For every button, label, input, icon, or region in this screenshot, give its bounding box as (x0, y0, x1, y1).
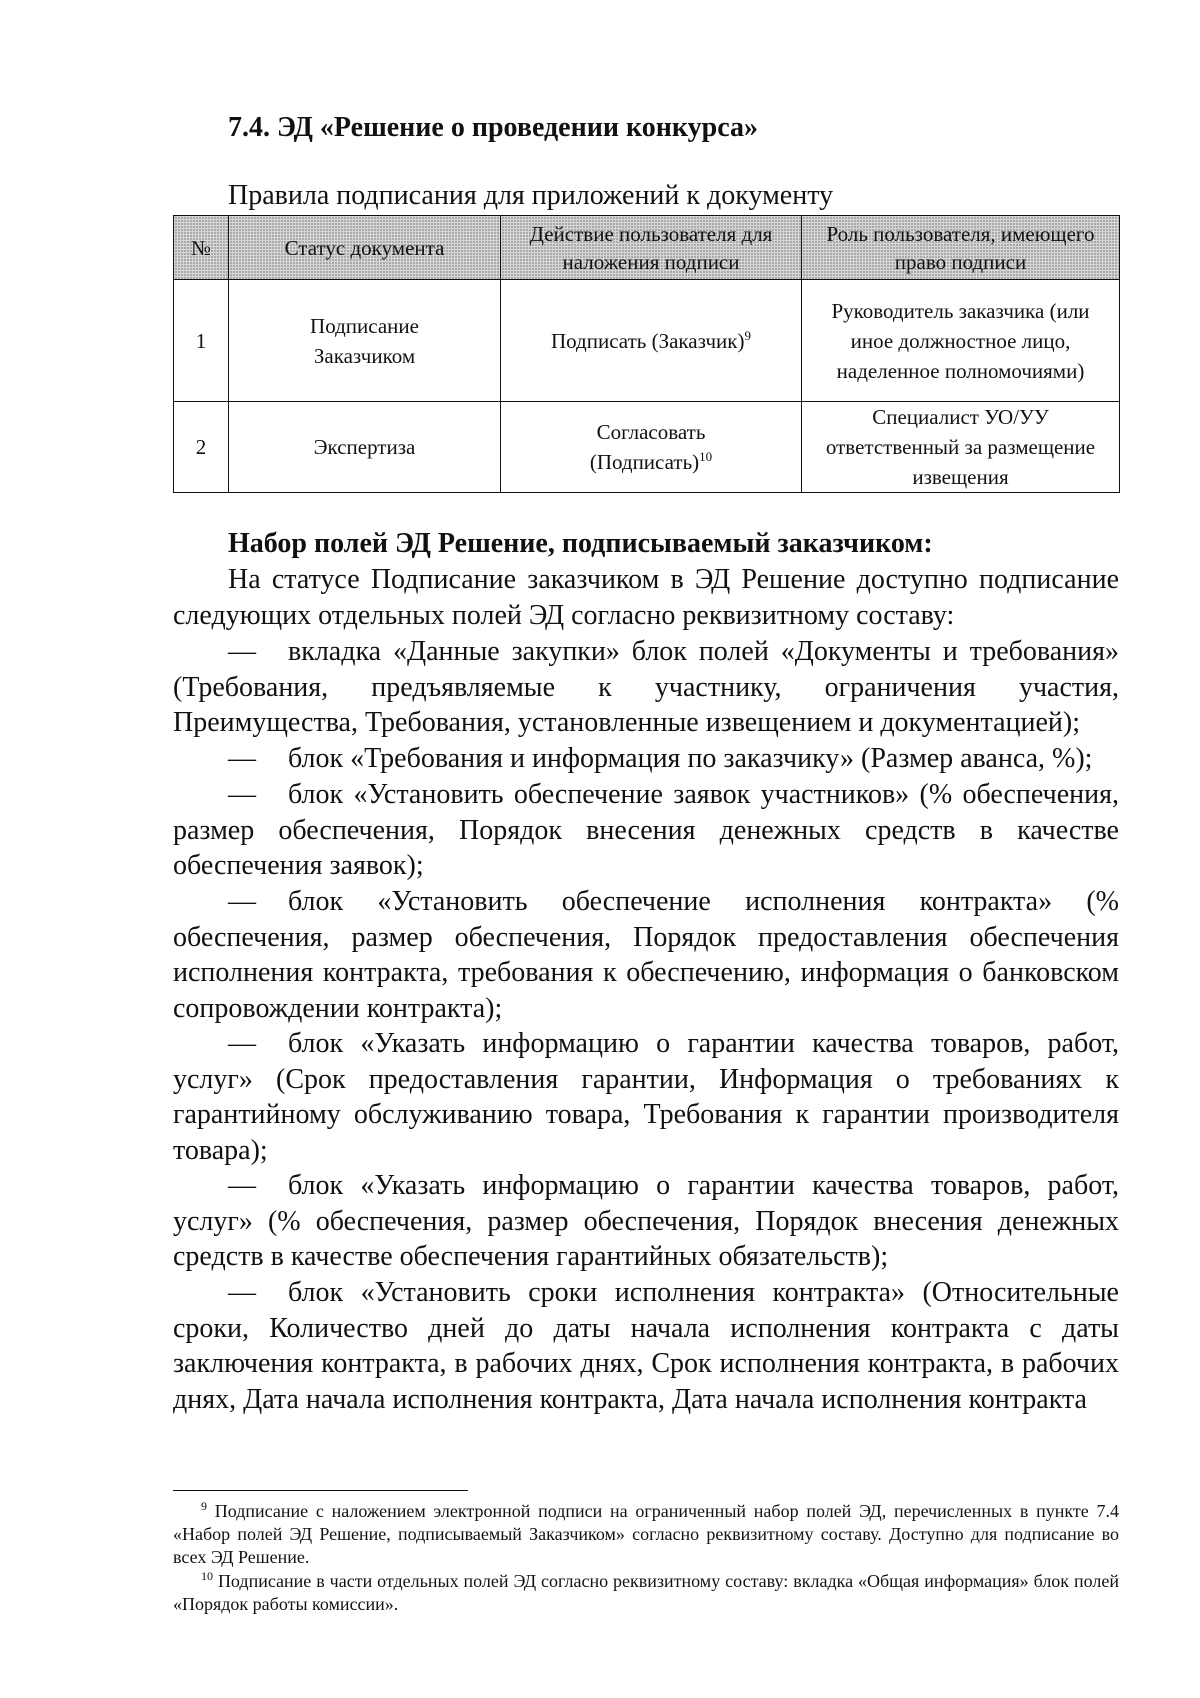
row-action (501, 402, 802, 493)
header-action: Действие пользователя для наложения подписи (501, 216, 802, 280)
row-role: Специалист УО/УУ ответственный за размещение извещения (802, 402, 1120, 493)
list-item-text: вкладка «Данные закупки» блок полей «Документы и требования» (Требования, предъявляемые к участнику, ограничения участия, Преимущества, Требования, установленные извещением и документацией); (173, 636, 1119, 738)
row-number: 1 (174, 280, 229, 402)
footnote-text: Подписание с наложением электронной подписи на ограниченный набор полей ЭД, перечисленных в пункте 7.4 «Набор полей ЭД Решение, подписываемый Заказчиком» согласно реквизитному составу. Доступно для подписание во всех ЭД Решение. (173, 1501, 1119, 1567)
bullet-dash: — (228, 1170, 256, 1201)
row-status: Экспертиза (229, 402, 501, 493)
section-heading: 7.4. ЭД «Решение о проведении конкурса» (228, 112, 758, 143)
list-item (173, 1275, 1119, 1417)
row-status: Подписание Заказчиком (229, 280, 501, 402)
row-number: 2 (174, 402, 229, 493)
signing-rules-table (173, 215, 1120, 493)
list-item-text: блок «Установить обеспечение исполнения контракта» (% обеспечения, размер обеспечения, Порядок предоставления обеспечения исполнения контракта, требования к обеспечению, информация о банковском сопровождении контракта); (173, 886, 1119, 1024)
list-item (173, 1168, 1119, 1275)
bullet-dash: — (228, 779, 256, 810)
footnote-ref: 9 (744, 327, 751, 343)
list-item (173, 884, 1119, 1026)
footnote-text: Подписание в части отдельных полей ЭД согласно реквизитному составу: вкладка «Общая информация» блок полей «Порядок работы комиссии». (173, 1571, 1119, 1614)
table-header-row (174, 216, 1120, 280)
list-item-text: блок «Установить обеспечение заявок участников» (% обеспечения, размер обеспечения, Порядок внесения денежных средств в качестве обеспечения заявок); (173, 779, 1119, 881)
bullet-dash: — (228, 1028, 256, 1059)
bullet-dash: — (228, 1277, 256, 1308)
row-role: Руководитель заказчика (или иное должностное лицо, наделенное полномочиями) (802, 280, 1120, 402)
footnote-separator (173, 1490, 468, 1491)
list-item (173, 777, 1119, 884)
bullet-dash: — (228, 636, 256, 667)
bullet-dash: — (228, 743, 256, 774)
list-item-text: блок «Указать информацию о гарантии качества товаров, работ, услуг» (% обеспечения, размер обеспечения, Порядок внесения денежных средств в качестве обеспечения гарантийных обязательств); (173, 1170, 1119, 1272)
action-text: Согласовать (Подписать) (589, 420, 706, 474)
bullet-dash: — (228, 886, 256, 917)
table-row (174, 402, 1120, 493)
list-item (173, 1026, 1119, 1168)
footnote-mark: 9 (201, 1499, 207, 1513)
list-item-text: блок «Установить сроки исполнения контракта» (Относительные сроки, Количество дней до даты начала исполнения контракта с даты заключения контракта, в рабочих днях, Срок исполнения контракта, в рабочих днях, Дата начала исполнения контракта, Дата начала исполнения контракта (173, 1277, 1119, 1415)
footnote-ref: 10 (699, 449, 713, 464)
header-status: Статус документа (229, 216, 501, 280)
table-caption: Правила подписания для приложений к документу (228, 180, 834, 211)
footnote (173, 1570, 1119, 1616)
action-text: Подписать (Заказчик) (551, 328, 745, 353)
fields-heading: Набор полей ЭД Решение, подписываемый заказчиком: (228, 528, 933, 559)
list-item-text: блок «Указать информацию о гарантии качества товаров, работ, услуг» (Срок предоставления гарантии, Информация о требованиях к гарантийному обслуживанию товара, Требования к гарантии производителя товара); (173, 1028, 1119, 1166)
header-number: № (174, 216, 229, 280)
header-role: Роль пользователя, имеющего право подписи (802, 216, 1120, 280)
row-action (501, 280, 802, 402)
list-item-text: блок «Требования и информация по заказчику» (Размер аванса, %); (288, 743, 1093, 774)
footnote-mark: 10 (201, 1569, 213, 1583)
table-row (174, 280, 1120, 402)
footnote (173, 1500, 1119, 1569)
list-item (173, 634, 1119, 741)
list-item (173, 741, 1119, 777)
intro-paragraph: На статусе Подписание заказчиком в ЭД Решение доступно подписание следующих отдельных полей ЭД согласно реквизитному составу: (173, 564, 1119, 631)
